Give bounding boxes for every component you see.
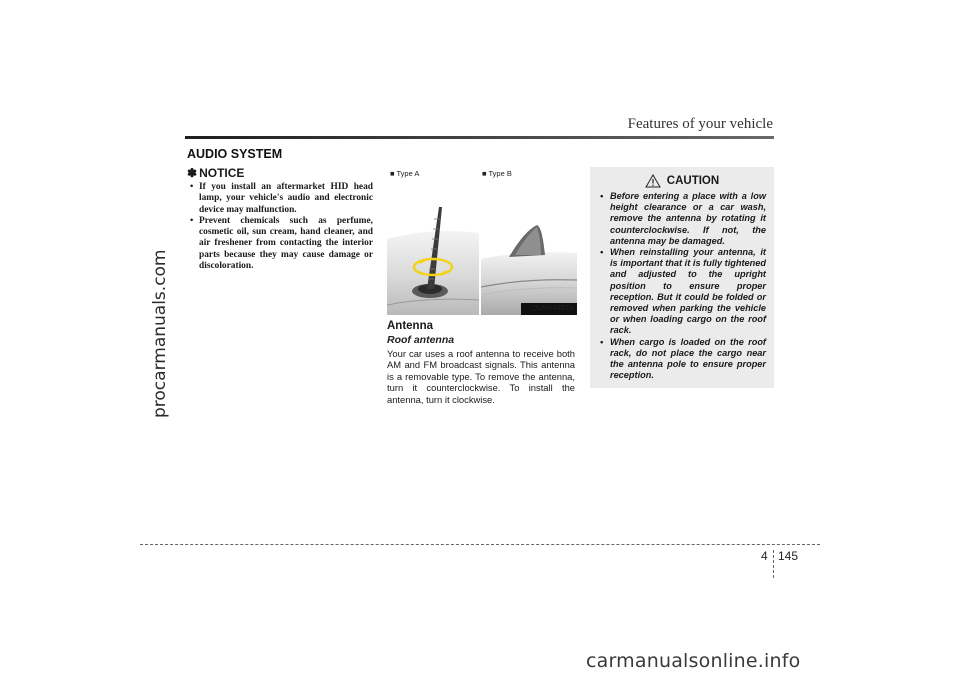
- caution-item-text: When reinstalling your antenna, it is important that it is fully tightened and adjusted to the upright position to ensure proper reception. But it could be folded or removed when parking the vehicle or when loading cargo on the roof rack.: [610, 247, 766, 336]
- warning-triangle-icon: [645, 174, 661, 188]
- antenna-subheading: Roof antenna: [387, 334, 455, 346]
- roof-antenna-type-a-illustration: [387, 167, 479, 315]
- figure-label-type-b: ■ Type B: [482, 169, 512, 178]
- caution-heading: [598, 174, 766, 188]
- caution-title: CAUTION: [666, 175, 720, 187]
- roof-antenna-type-b-illustration: [481, 167, 577, 315]
- notice-item-text: If you install an aftermarket HID head lamp, your vehicle's audio and electronic device may malfunction.: [199, 182, 373, 215]
- antenna-figure: [387, 167, 577, 315]
- figure-type-a: [387, 167, 479, 315]
- footer-rule: [140, 544, 820, 545]
- notice-block: [187, 166, 373, 272]
- footer-page-number: 145: [778, 549, 799, 563]
- antenna-section: [387, 320, 575, 405]
- notice-title: NOTICE: [199, 166, 245, 180]
- bullet: •: [190, 182, 194, 192]
- watermark-procarmanuals: procarmanuals.com: [150, 249, 170, 418]
- footer-vertical-rule: [773, 550, 774, 578]
- bullet: •: [600, 247, 604, 258]
- footer-section-number: 4: [761, 549, 768, 563]
- bullet: •: [600, 336, 604, 347]
- caution-box: [590, 167, 774, 388]
- caution-item: [598, 337, 766, 382]
- section-title: AUDIO SYSTEM: [187, 147, 283, 161]
- caution-item-text: When cargo is loaded on the roof rack, do not place the cargo near the antenna pole to ensure proper reception.: [610, 336, 766, 381]
- antenna-heading: Antenna: [387, 320, 433, 332]
- caution-list: [598, 191, 766, 381]
- bullet: •: [190, 215, 194, 226]
- bullet: •: [600, 191, 604, 201]
- notice-star-icon: ✽: [187, 166, 198, 180]
- notice-list: [187, 182, 373, 272]
- notice-item: [187, 216, 373, 272]
- caution-item: [598, 247, 766, 337]
- figure-label-type-a: ■ Type A: [390, 169, 420, 178]
- antenna-body-text: Your car uses a roof antenna to receive both AM and FM broadcast signals. This antenna is a removable type. To remove the antenna, turn it counterclockwise. To install the antenna, turn it clockwise.: [387, 348, 575, 405]
- notice-heading: [187, 166, 373, 180]
- caution-item-text: Before entering a place with a low height clearance or a car wash, remove the antenna by rotating it counterclockwise. If not, the antenna may be damaged.: [610, 191, 766, 246]
- notice-item: [187, 182, 373, 216]
- figure-code: OLM043373: [531, 303, 573, 312]
- notice-item-text: Prevent chemicals such as perfume, cosmetic oil, sun cream, hand cleaner, and air freshener from contacting the interior parts because they may cause damage or discoloration.: [199, 215, 373, 272]
- figure-type-b: [481, 167, 577, 315]
- watermark-carmanualsonline: carmanualsonline.info: [586, 650, 801, 672]
- header-rule: [185, 136, 774, 139]
- caution-item: [598, 191, 766, 247]
- page-header-title: Features of your vehicle: [627, 116, 773, 132]
